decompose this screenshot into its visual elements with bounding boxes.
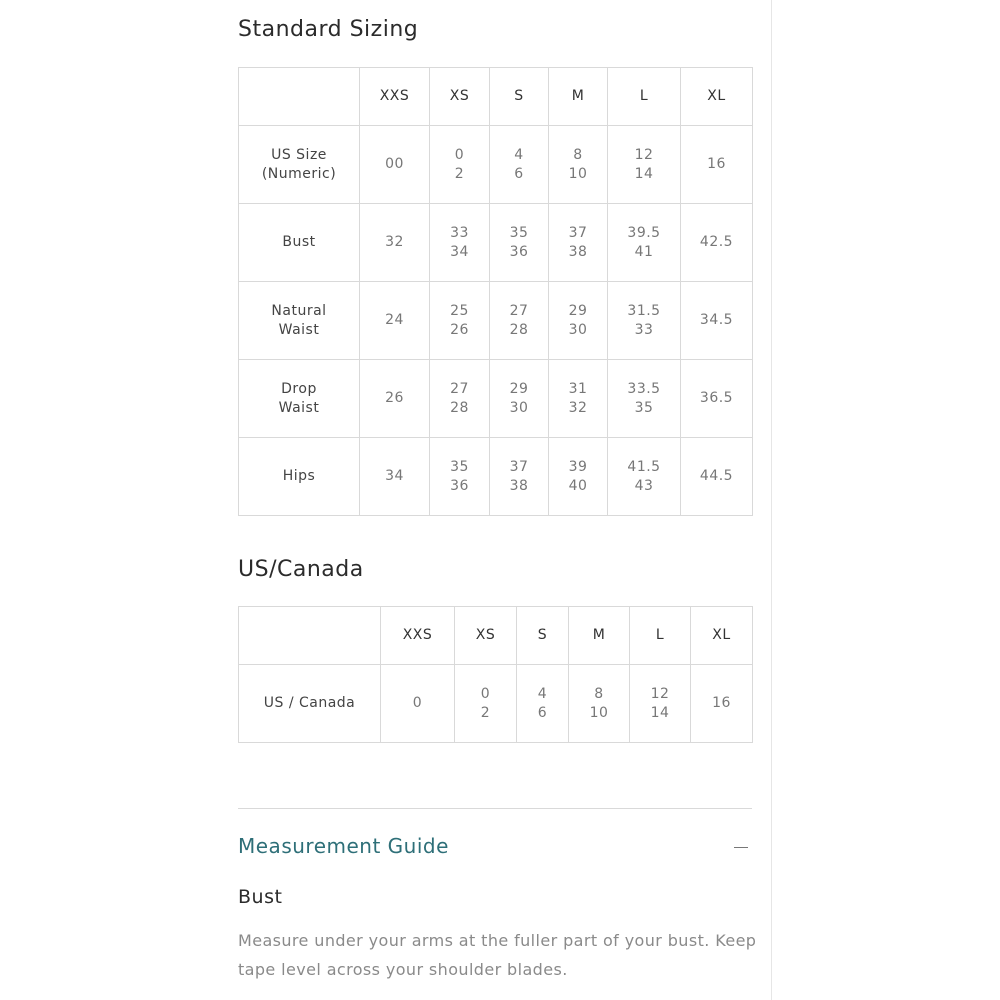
cell-line: 28 bbox=[509, 321, 529, 338]
cell-line: 6 bbox=[537, 704, 548, 721]
cell-line: 4 bbox=[537, 685, 548, 702]
table-cell bbox=[430, 438, 490, 516]
cell-line: 6 bbox=[514, 165, 524, 182]
table-header-row bbox=[239, 68, 753, 126]
us-canada-title: US/Canada bbox=[238, 557, 364, 582]
table-header-row bbox=[239, 607, 753, 665]
column-header: M bbox=[569, 607, 630, 665]
cell-line: 37 bbox=[509, 458, 529, 475]
us-canada-table bbox=[238, 606, 753, 743]
collapse-button[interactable] bbox=[732, 832, 752, 862]
cell-line: Waist bbox=[278, 399, 320, 416]
column-header: XXS bbox=[381, 607, 455, 665]
cell-line: 33.5 bbox=[627, 380, 661, 397]
cell-line: 36 bbox=[509, 243, 529, 260]
table-cell bbox=[549, 204, 608, 282]
cell-line: Waist bbox=[278, 321, 320, 338]
table-cell bbox=[608, 126, 681, 204]
column-header: XXS bbox=[360, 68, 430, 126]
table-cell bbox=[681, 282, 753, 360]
cell-line: 2 bbox=[480, 704, 491, 721]
table-cell bbox=[630, 665, 691, 743]
table-cell bbox=[681, 204, 753, 282]
cell-line: (Numeric) bbox=[261, 165, 337, 182]
column-header: XS bbox=[455, 607, 517, 665]
bust-subheading: Bust bbox=[238, 886, 283, 908]
table-cell bbox=[549, 282, 608, 360]
measurement-guide-title[interactable]: Measurement Guide bbox=[238, 834, 449, 858]
table-cell bbox=[455, 665, 517, 743]
cell-line: 40 bbox=[568, 477, 588, 494]
standard-sizing-body bbox=[239, 68, 753, 516]
measurement-guide-divider bbox=[238, 808, 752, 809]
cell-line: 2 bbox=[454, 165, 465, 182]
cell-line: 10 bbox=[568, 165, 588, 182]
minus-icon bbox=[734, 847, 748, 848]
bust-instructions: Measure under your arms at the fuller part of your bust. Keep tape level across your shoulder blades. bbox=[238, 931, 757, 979]
cell-line: 34 bbox=[450, 243, 469, 260]
table-cell bbox=[430, 282, 490, 360]
row-label bbox=[239, 204, 360, 282]
table-row bbox=[239, 126, 753, 204]
table-cell bbox=[360, 360, 430, 438]
cell-line: 27 bbox=[450, 380, 469, 397]
cell-line: 29 bbox=[568, 302, 588, 319]
column-header: XS bbox=[430, 68, 490, 126]
column-header: S bbox=[490, 68, 549, 126]
cell-line: 31.5 bbox=[627, 302, 661, 319]
cell-line: Hips bbox=[282, 468, 316, 484]
cell-line: 42.5 bbox=[699, 234, 734, 250]
cell-line: 37 bbox=[568, 224, 588, 241]
cell-line: 16 bbox=[712, 695, 731, 711]
cell-line: 28 bbox=[450, 399, 469, 416]
cell-line: 31 bbox=[568, 380, 588, 397]
cell-line: 0 bbox=[480, 685, 491, 702]
cell-line: US / Canada bbox=[263, 695, 356, 711]
table-cell bbox=[608, 360, 681, 438]
cell-line: 39 bbox=[568, 458, 588, 475]
cell-line: 33 bbox=[450, 224, 469, 241]
cell-line: Bust bbox=[282, 234, 316, 250]
cell-line: 38 bbox=[568, 243, 588, 260]
cell-line: 27 bbox=[509, 302, 529, 319]
table-cell bbox=[549, 360, 608, 438]
cell-line: 12 bbox=[634, 146, 654, 163]
table-cell bbox=[549, 438, 608, 516]
table-cell bbox=[517, 665, 569, 743]
cell-line: 8 bbox=[594, 685, 604, 702]
cell-line: 4 bbox=[514, 146, 524, 163]
column-header: XL bbox=[691, 607, 753, 665]
standard-sizing-title: Standard Sizing bbox=[238, 17, 419, 42]
cell-line: 35 bbox=[509, 224, 529, 241]
table-cell bbox=[430, 204, 490, 282]
cell-line: 24 bbox=[385, 312, 404, 328]
cell-line: 41 bbox=[634, 243, 654, 260]
table-cell bbox=[360, 204, 430, 282]
cell-line: 33 bbox=[634, 321, 654, 338]
cell-line: 14 bbox=[634, 165, 654, 182]
cell-line: US Size bbox=[271, 146, 327, 163]
table-cell bbox=[490, 126, 549, 204]
cell-line: Drop bbox=[281, 380, 317, 397]
standard-sizing-table bbox=[238, 67, 753, 516]
table-row bbox=[239, 438, 753, 516]
table-cell bbox=[490, 282, 549, 360]
table-cell bbox=[430, 360, 490, 438]
cell-line: 26 bbox=[385, 390, 404, 406]
cell-line: 38 bbox=[509, 477, 529, 494]
cell-line: 34 bbox=[385, 468, 404, 484]
table-row bbox=[239, 665, 753, 743]
cell-line: 0 bbox=[412, 695, 423, 711]
cell-line: 10 bbox=[589, 704, 609, 721]
table-cell bbox=[360, 282, 430, 360]
column-header: XL bbox=[681, 68, 753, 126]
table-cell bbox=[681, 438, 753, 516]
cell-line: 26 bbox=[450, 321, 469, 338]
measurement-guide-header[interactable] bbox=[238, 832, 752, 864]
cell-line: 36.5 bbox=[699, 390, 734, 406]
row-label bbox=[239, 438, 360, 516]
column-header: S bbox=[517, 607, 569, 665]
table-cell bbox=[691, 665, 753, 743]
table-cell bbox=[608, 282, 681, 360]
cell-line: 36 bbox=[450, 477, 469, 494]
cell-line: 14 bbox=[650, 704, 670, 721]
row-label bbox=[239, 665, 381, 743]
corner-cell bbox=[239, 68, 360, 126]
row-label bbox=[239, 282, 360, 360]
column-header: L bbox=[630, 607, 691, 665]
table-cell bbox=[608, 204, 681, 282]
table-cell bbox=[569, 665, 630, 743]
table-cell bbox=[681, 126, 753, 204]
row-label bbox=[239, 126, 360, 204]
table-cell bbox=[360, 438, 430, 516]
corner-cell bbox=[239, 607, 381, 665]
cell-line: Natural bbox=[271, 302, 327, 319]
table-cell bbox=[381, 665, 455, 743]
cell-line: 12 bbox=[650, 685, 670, 702]
table-cell bbox=[490, 360, 549, 438]
cell-line: 39.5 bbox=[627, 224, 661, 241]
cell-line: 29 bbox=[509, 380, 529, 397]
table-cell bbox=[490, 204, 549, 282]
table-row bbox=[239, 282, 753, 360]
cell-line: 00 bbox=[385, 156, 404, 172]
cell-line: 0 bbox=[454, 146, 465, 163]
table-cell bbox=[490, 438, 549, 516]
cell-line: 25 bbox=[450, 302, 469, 319]
cell-line: 8 bbox=[573, 146, 583, 163]
cell-line: 32 bbox=[385, 234, 404, 250]
cell-line: 34.5 bbox=[699, 312, 734, 328]
cell-line: 35 bbox=[450, 458, 469, 475]
table-cell bbox=[549, 126, 608, 204]
column-header: M bbox=[549, 68, 608, 126]
cell-line: 35 bbox=[634, 399, 654, 416]
table-cell bbox=[430, 126, 490, 204]
table-row bbox=[239, 204, 753, 282]
cell-line: 30 bbox=[509, 399, 529, 416]
panel-divider bbox=[771, 0, 772, 1000]
row-label bbox=[239, 360, 360, 438]
table-row bbox=[239, 360, 753, 438]
cell-line: 41.5 bbox=[627, 458, 661, 475]
cell-line: 30 bbox=[568, 321, 588, 338]
table-cell bbox=[681, 360, 753, 438]
column-header: L bbox=[608, 68, 681, 126]
cell-line: 16 bbox=[707, 156, 726, 172]
us-canada-body bbox=[239, 607, 753, 743]
cell-line: 43 bbox=[634, 477, 654, 494]
table-cell bbox=[360, 126, 430, 204]
cell-line: 32 bbox=[568, 399, 588, 416]
cell-line: 44.5 bbox=[699, 468, 734, 484]
table-cell bbox=[608, 438, 681, 516]
